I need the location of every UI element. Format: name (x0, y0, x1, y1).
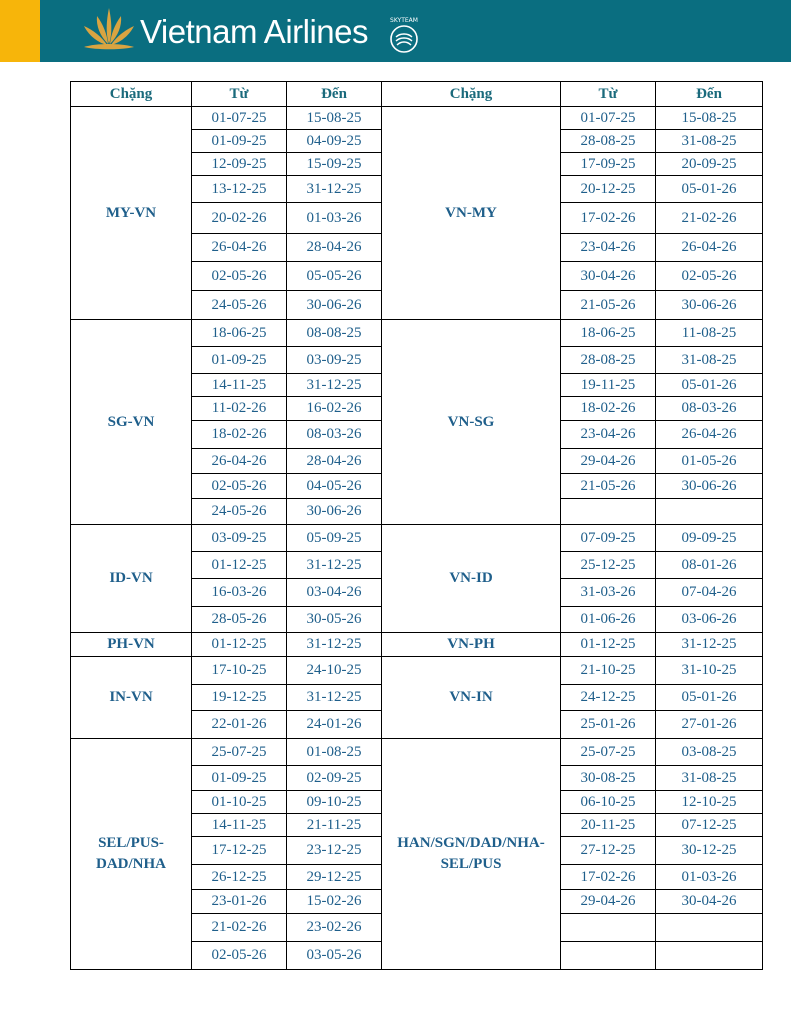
return-to-date: 01-03-26 (656, 865, 763, 890)
header-banner (0, 0, 791, 62)
return-from-date: 30-08-25 (561, 766, 656, 791)
outbound-from-date: 20-02-26 (192, 203, 287, 234)
return-to-date: 30-04-26 (656, 890, 763, 914)
return-from-date: 21-05-26 (561, 474, 656, 499)
route-outbound: MY-VN (71, 107, 192, 320)
route-return: VN-ID (382, 525, 561, 633)
outbound-from-date: 18-06-25 (192, 320, 287, 347)
return-to-date: 30-06-26 (656, 291, 763, 320)
outbound-to-date: 05-09-25 (287, 525, 382, 552)
table-row (71, 633, 763, 657)
outbound-from-date: 19-12-25 (192, 685, 287, 711)
return-to-date: 31-08-25 (656, 766, 763, 791)
return-from-date (561, 942, 656, 970)
return-from-date: 01-07-25 (561, 107, 656, 130)
return-from-date: 18-06-25 (561, 320, 656, 347)
skyteam-logo-icon (382, 13, 426, 57)
return-from-date: 20-12-25 (561, 176, 656, 203)
table-row (71, 320, 763, 347)
return-to-date: 30-12-25 (656, 837, 763, 865)
return-from-date: 17-02-26 (561, 865, 656, 890)
table-header-row (71, 82, 763, 107)
outbound-to-date: 30-05-26 (287, 607, 382, 633)
outbound-to-date: 01-08-25 (287, 739, 382, 766)
outbound-from-date: 14-11-25 (192, 374, 287, 397)
return-to-date: 03-08-25 (656, 739, 763, 766)
return-from-date: 27-12-25 (561, 837, 656, 865)
return-to-date: 26-04-26 (656, 234, 763, 262)
return-to-date: 05-01-26 (656, 685, 763, 711)
outbound-to-date: 21-11-25 (287, 814, 382, 837)
outbound-from-date: 24-05-26 (192, 291, 287, 320)
return-to-date: 15-08-25 (656, 107, 763, 130)
outbound-from-date: 01-12-25 (192, 633, 287, 657)
outbound-to-date: 01-03-26 (287, 203, 382, 234)
route-return: VN-MY (382, 107, 561, 320)
return-from-date: 29-04-26 (561, 890, 656, 914)
return-to-date: 05-01-26 (656, 374, 763, 397)
outbound-from-date: 26-04-26 (192, 449, 287, 474)
header-route-outbound: Chặng (71, 82, 192, 107)
return-to-date: 30-06-26 (656, 474, 763, 499)
outbound-to-date: 31-12-25 (287, 176, 382, 203)
fare-date-table (70, 81, 763, 970)
outbound-to-date: 03-09-25 (287, 347, 382, 374)
route-outbound: SEL/PUS- DAD/NHA (71, 739, 192, 970)
return-from-date: 28-08-25 (561, 347, 656, 374)
return-to-date: 20-09-25 (656, 153, 763, 176)
outbound-from-date: 26-04-26 (192, 234, 287, 262)
outbound-to-date: 03-05-26 (287, 942, 382, 970)
outbound-from-date: 26-12-25 (192, 865, 287, 890)
header-from-outbound: Từ (192, 82, 287, 107)
outbound-from-date: 28-05-26 (192, 607, 287, 633)
outbound-to-date: 04-09-25 (287, 130, 382, 153)
return-to-date: 01-05-26 (656, 449, 763, 474)
outbound-to-date: 31-12-25 (287, 552, 382, 579)
return-from-date: 31-03-26 (561, 579, 656, 607)
return-from-date: 17-09-25 (561, 153, 656, 176)
outbound-from-date: 23-01-26 (192, 890, 287, 914)
outbound-to-date: 15-09-25 (287, 153, 382, 176)
outbound-from-date: 03-09-25 (192, 525, 287, 552)
outbound-to-date: 24-10-25 (287, 657, 382, 685)
return-to-date: 31-12-25 (656, 633, 763, 657)
outbound-from-date: 02-05-26 (192, 474, 287, 499)
outbound-from-date: 01-12-25 (192, 552, 287, 579)
return-to-date (656, 942, 763, 970)
return-to-date: 31-08-25 (656, 130, 763, 153)
return-to-date: 21-02-26 (656, 203, 763, 234)
table-row (71, 525, 763, 552)
return-from-date: 25-12-25 (561, 552, 656, 579)
return-from-date: 19-11-25 (561, 374, 656, 397)
outbound-from-date: 11-02-26 (192, 397, 287, 421)
outbound-from-date: 17-12-25 (192, 837, 287, 865)
outbound-from-date: 01-09-25 (192, 130, 287, 153)
table-row (71, 107, 763, 130)
return-from-date: 28-08-25 (561, 130, 656, 153)
outbound-to-date: 09-10-25 (287, 791, 382, 814)
outbound-from-date: 01-09-25 (192, 766, 287, 791)
outbound-to-date: 23-02-26 (287, 914, 382, 942)
route-return: VN-PH (382, 633, 561, 657)
outbound-from-date: 12-09-25 (192, 153, 287, 176)
outbound-to-date: 03-04-26 (287, 579, 382, 607)
outbound-to-date: 24-01-26 (287, 711, 382, 739)
return-from-date: 25-01-26 (561, 711, 656, 739)
return-from-date: 01-06-26 (561, 607, 656, 633)
return-to-date (656, 499, 763, 525)
svg-text:SKYTEAM: SKYTEAM (390, 17, 418, 24)
return-from-date (561, 499, 656, 525)
outbound-from-date: 17-10-25 (192, 657, 287, 685)
outbound-from-date: 25-07-25 (192, 739, 287, 766)
outbound-to-date: 29-12-25 (287, 865, 382, 890)
return-to-date: 08-01-26 (656, 552, 763, 579)
outbound-to-date: 28-04-26 (287, 234, 382, 262)
return-from-date: 18-02-26 (561, 397, 656, 421)
return-from-date: 23-04-26 (561, 421, 656, 449)
table-row (71, 657, 763, 685)
outbound-to-date: 30-06-26 (287, 499, 382, 525)
return-from-date (561, 914, 656, 942)
outbound-from-date: 13-12-25 (192, 176, 287, 203)
brand-name: Vietnam Airlines (140, 13, 369, 50)
route-return: HAN/SGN/DAD/NHA- SEL/PUS (382, 739, 561, 970)
outbound-from-date: 01-09-25 (192, 347, 287, 374)
outbound-from-date: 02-05-26 (192, 942, 287, 970)
return-from-date: 07-09-25 (561, 525, 656, 552)
return-to-date: 08-03-26 (656, 397, 763, 421)
return-from-date: 29-04-26 (561, 449, 656, 474)
outbound-to-date: 04-05-26 (287, 474, 382, 499)
return-from-date: 21-05-26 (561, 291, 656, 320)
return-from-date: 24-12-25 (561, 685, 656, 711)
return-from-date: 30-04-26 (561, 262, 656, 291)
outbound-to-date: 15-08-25 (287, 107, 382, 130)
route-return: VN-IN (382, 657, 561, 739)
header-to-outbound: Đến (287, 82, 382, 107)
return-to-date: 03-06-26 (656, 607, 763, 633)
outbound-to-date: 30-06-26 (287, 291, 382, 320)
header-from-return: Từ (561, 82, 656, 107)
return-from-date: 20-11-25 (561, 814, 656, 837)
return-to-date (656, 914, 763, 942)
return-to-date: 26-04-26 (656, 421, 763, 449)
outbound-to-date: 16-02-26 (287, 397, 382, 421)
return-from-date: 21-10-25 (561, 657, 656, 685)
return-to-date: 31-10-25 (656, 657, 763, 685)
outbound-from-date: 01-07-25 (192, 107, 287, 130)
gold-accent-bar (0, 0, 40, 62)
route-return: VN-SG (382, 320, 561, 525)
return-to-date: 12-10-25 (656, 791, 763, 814)
outbound-from-date: 02-05-26 (192, 262, 287, 291)
return-to-date: 07-04-26 (656, 579, 763, 607)
outbound-to-date: 08-03-26 (287, 421, 382, 449)
return-to-date: 31-08-25 (656, 347, 763, 374)
return-from-date: 01-12-25 (561, 633, 656, 657)
outbound-to-date: 31-12-25 (287, 633, 382, 657)
route-outbound: SG-VN (71, 320, 192, 525)
route-outbound: PH-VN (71, 633, 192, 657)
outbound-to-date: 31-12-25 (287, 685, 382, 711)
header-route-return: Chặng (382, 82, 561, 107)
return-from-date: 23-04-26 (561, 234, 656, 262)
outbound-from-date: 21-02-26 (192, 914, 287, 942)
outbound-to-date: 05-05-26 (287, 262, 382, 291)
table-row (71, 739, 763, 766)
outbound-to-date: 31-12-25 (287, 374, 382, 397)
return-to-date: 09-09-25 (656, 525, 763, 552)
return-to-date: 02-05-26 (656, 262, 763, 291)
return-from-date: 17-02-26 (561, 203, 656, 234)
outbound-to-date: 28-04-26 (287, 449, 382, 474)
outbound-from-date: 14-11-25 (192, 814, 287, 837)
outbound-from-date: 01-10-25 (192, 791, 287, 814)
table-body (71, 107, 763, 970)
return-to-date: 11-08-25 (656, 320, 763, 347)
route-outbound: ID-VN (71, 525, 192, 633)
outbound-from-date: 18-02-26 (192, 421, 287, 449)
outbound-to-date: 02-09-25 (287, 766, 382, 791)
return-to-date: 27-01-26 (656, 711, 763, 739)
outbound-to-date: 15-02-26 (287, 890, 382, 914)
outbound-from-date: 22-01-26 (192, 711, 287, 739)
outbound-to-date: 23-12-25 (287, 837, 382, 865)
route-outbound: IN-VN (71, 657, 192, 739)
outbound-from-date: 24-05-26 (192, 499, 287, 525)
return-from-date: 06-10-25 (561, 791, 656, 814)
return-to-date: 07-12-25 (656, 814, 763, 837)
return-to-date: 05-01-26 (656, 176, 763, 203)
outbound-to-date: 08-08-25 (287, 320, 382, 347)
header-to-return: Đến (656, 82, 763, 107)
return-from-date: 25-07-25 (561, 739, 656, 766)
outbound-from-date: 16-03-26 (192, 579, 287, 607)
